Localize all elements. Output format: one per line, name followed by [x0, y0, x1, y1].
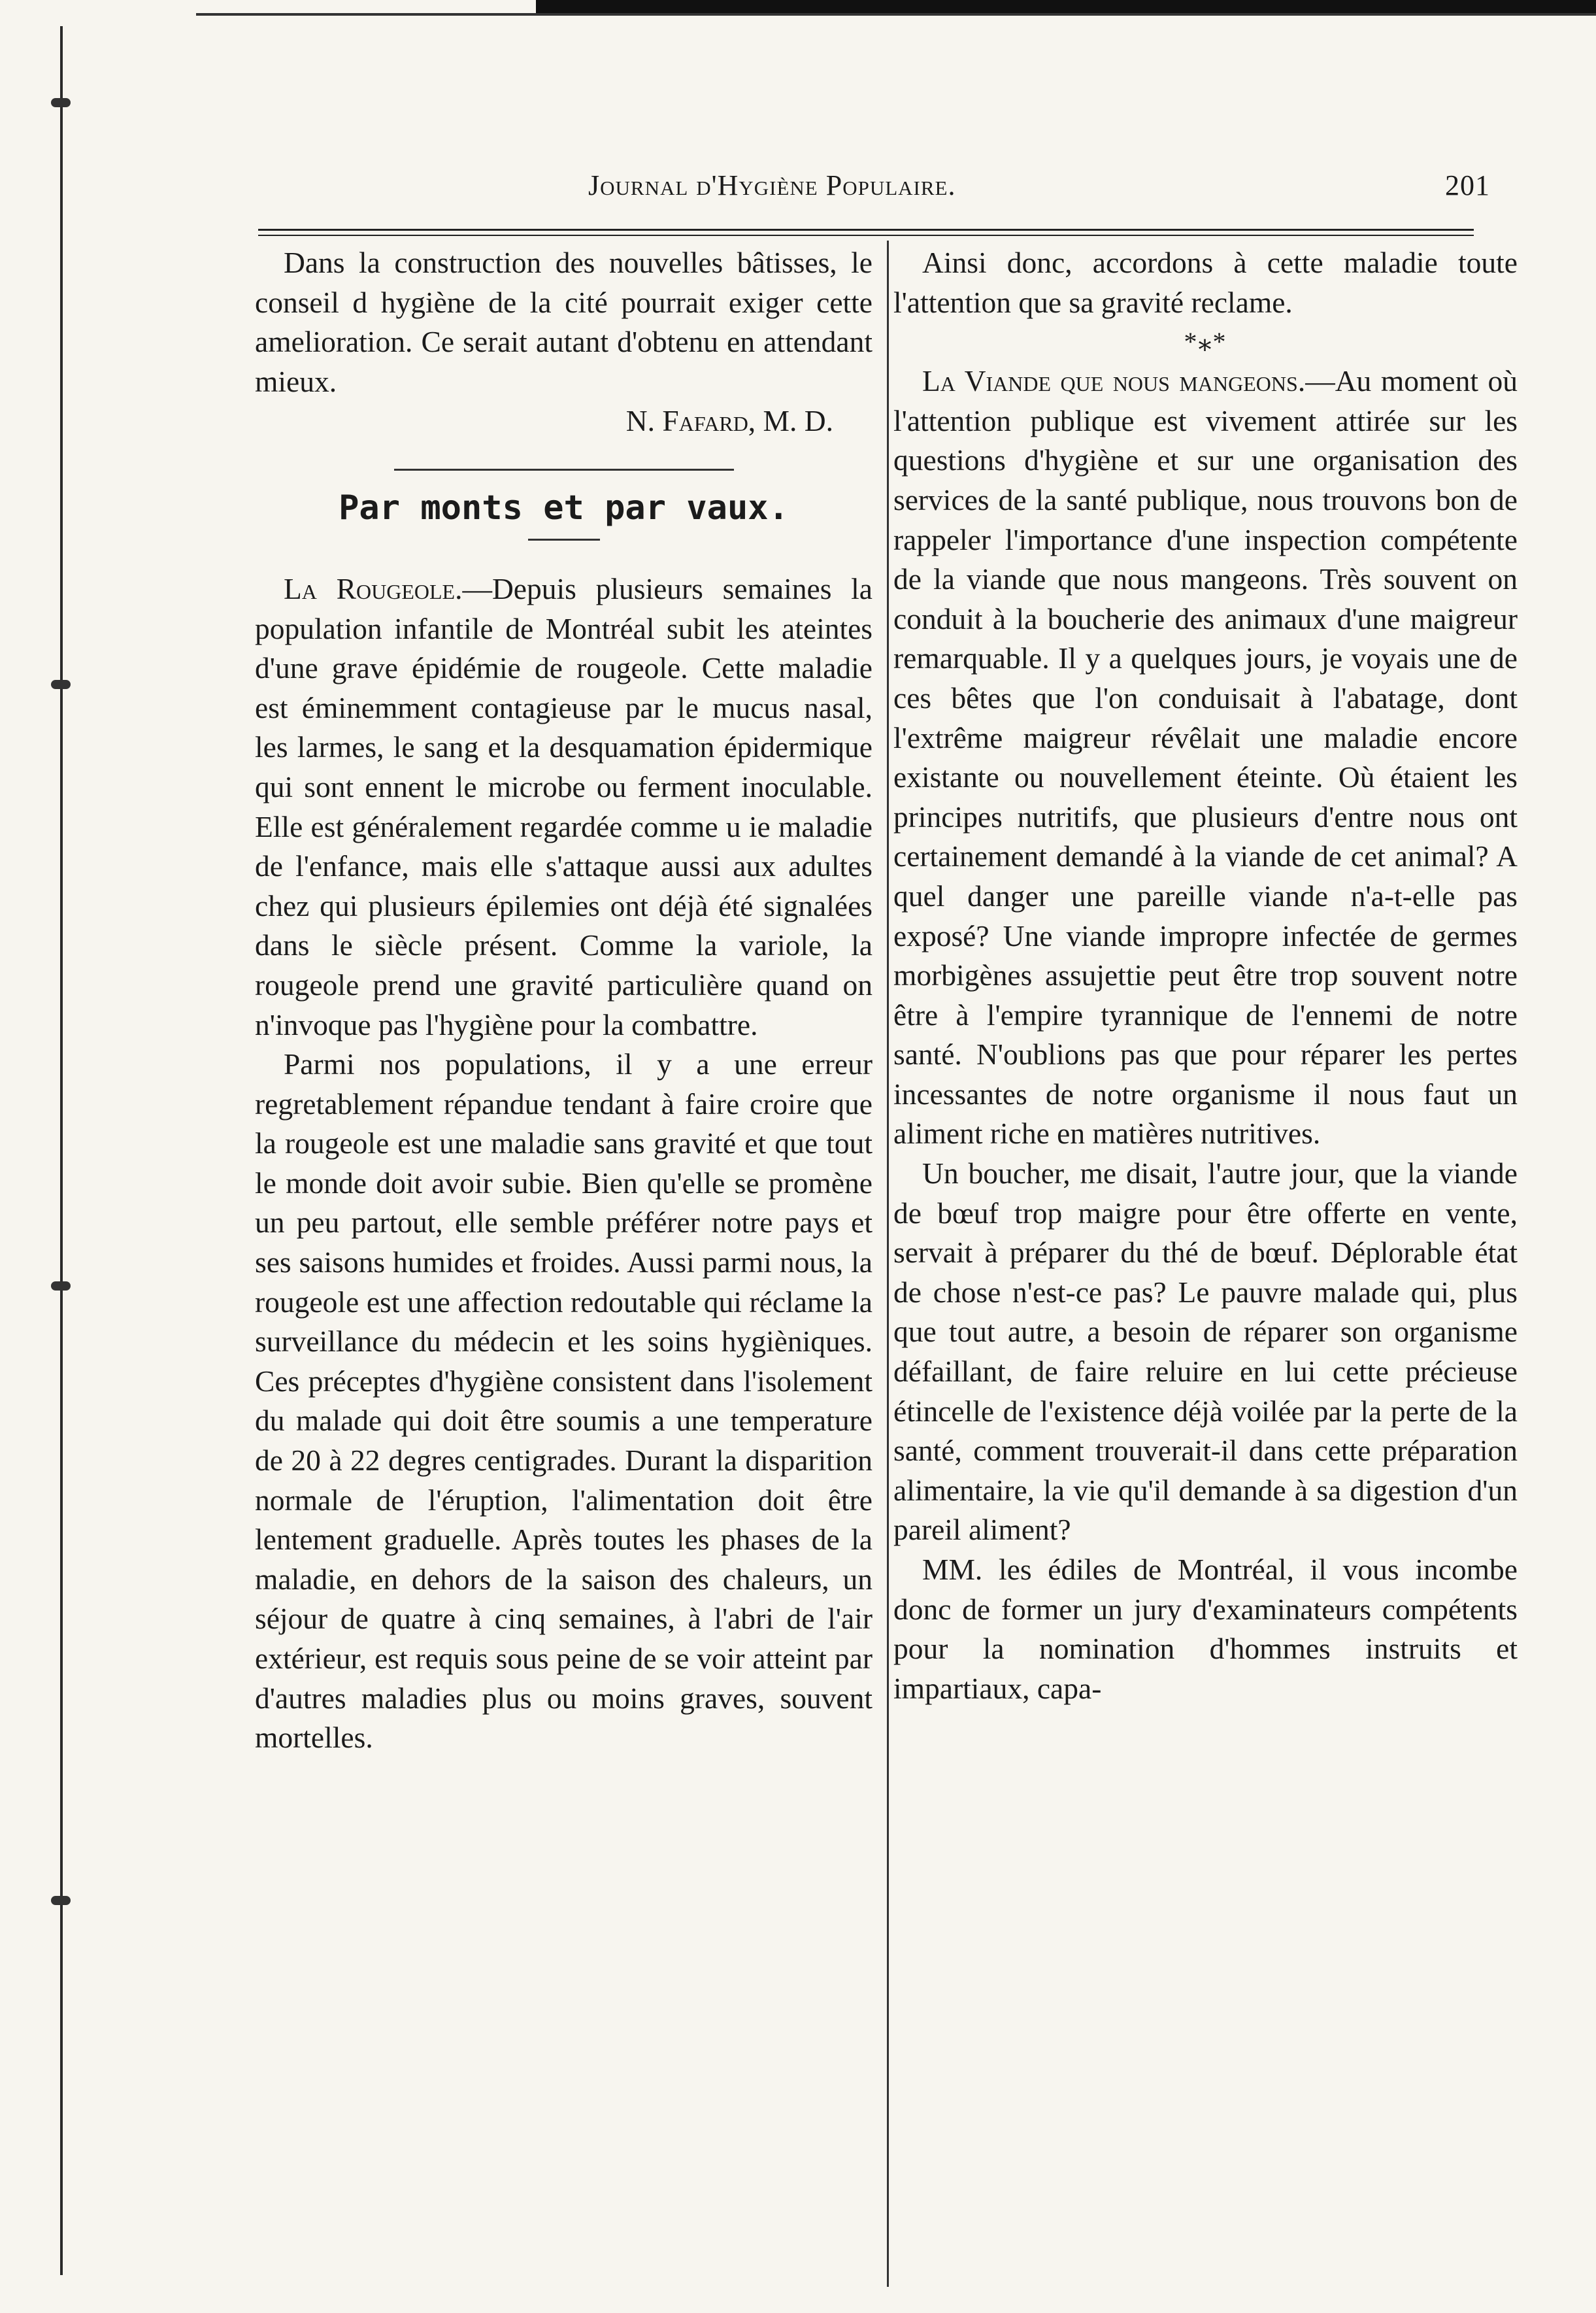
rougeole-body: —Depuis plusieurs semaines la population infantile de Montréal subit les ateintes d'une grave épidémie de rougeole. Cette maladie est éminemment contagieuse par le mucus nasal, les larmes, le sang et la desquamation épidermique qui sont ennent le microbe ou ferment inoculable. Elle est généralement regardée comme u ie maladie de l'enfance, mais elle s'attaque aussi aux adultes chez qui plusieurs épilemies ont déjà été signalées dans le siècle présent. Comme la variole, la rougeole prend une gravité particulière quand on n'invoque pas l'hygiène pour la combattre.: [255, 571, 873, 1041]
binding-knot: [51, 1281, 71, 1291]
page-top-edge: [536, 0, 1596, 14]
rougeole-paragraph: [255, 569, 873, 1045]
rougeole-paragraph-2: Parmi nos populations, il y a une erreur regretablement répandue tendant à faire croire que la rougeole est une maladie sans gravité et que tout le monde doit avoir subie. Bien qu'elle se promène un peu partout, elle semble préférer notre pays et ses saisons humides et froides. Aussi parmi nous, la rougeole est une affection redoutable qui réclame la surveillance du médecin et les soins hygièniques. Ces préceptes d'hygiène consistent dans l'isolement du malade qui doit être soumis a une temperature de 20 à 22 degres centigrades. Durant la disparition normale de l'éruption, l'alimentation doit être lentement graduelle. Après toutes les phases de la maladie, en dehors de la saison des chaleurs, un séjour de quatre à cinq semaines, à l'abri de l'air extérieur, est requis sous peine de se voir atteint par d'autres maladies plus ou moins graves, souvent mortelles.: [255, 1047, 873, 1755]
right-column: [893, 243, 1518, 1708]
journal-title: Journal d'Hygiène Populaire.: [588, 169, 956, 201]
asterism-separator: *⁎*: [1184, 327, 1227, 357]
page-top-edge-line: [196, 13, 1596, 16]
viande-title: La Viande que nous mangeons.: [922, 364, 1306, 398]
viande-paragraph: [893, 362, 1518, 1154]
section-rule: [394, 469, 734, 471]
binding-thread: [51, 26, 73, 2275]
binding-knot: [51, 1896, 71, 1905]
binding-knot: [51, 680, 71, 689]
author-signature: N. Fafard, M. D.: [625, 404, 833, 438]
closing-paragraph: Ainsi donc, accordons à cette maladie toute l'attention que sa gravité reclame.: [893, 246, 1518, 319]
binding-knot: [51, 98, 71, 107]
section-heading: Par monts et par vaux.: [339, 488, 789, 528]
binding-line: [60, 26, 63, 2275]
column-divider: [887, 241, 889, 2287]
intro-paragraph: Dans la construction des nouvelles bâtisses, le conseil d hygiène de la cité pourrait exiger cette amelioration. Ce serait autant d'obtenu en attendant mieux.: [255, 246, 873, 398]
heading-rule: [528, 539, 600, 541]
viande-paragraph-2: Un boucher, me disait, l'autre jour, que la viande de bœuf trop maigre pour être offerte en vente, servait à préparer du thé de bœuf. Déplorable état de chose n'est-ce pas? Le pauvre malade qui, plus que tout autre, a besoin de réparer son organisme défaillant, de faire reluire en lui cette précieuse étincelle de l'existence déjà voilée par la perte de la santé, comment trouverait-il dans cette préparation alimentaire, la vie qu'il demande à sa digestion d'un pareil aliment?: [893, 1156, 1518, 1547]
viande-paragraph-3: MM. les édiles de Montréal, il vous incombe donc de former un jury d'examinateurs compétents pour la nomination d'hommes instruits et impartiaux, capa-: [893, 1553, 1518, 1705]
running-head: [588, 169, 1490, 214]
viande-body: —Au moment où l'attention publique est vivement attirée sur les questions d'hygiène et sur une organisation des services de la santé publique, nous trouvons bon de rappeler l'importance d'une inspection compétente de la viande que nous mangeons. Très souvent on conduit à la boucherie des animaux d'une maigreur remarquable. Il y a quelques jours, je voyais une de ces bêtes que l'on conduisait à l'abatage, dont l'extrême maigreur révêlait une maladie encore existante ou nouvellement éteinte. Où étaient les principes nutritifs, que plusieurs d'entre nous ont certainement demandé à la viande de cet animal? A quel danger une pareille viande n'a-t-elle pas exposé? Une viande impropre infectée de germes morbigènes assujettie peut être trop souvent notre être à l'empire tyrannique de l'ennemi de notre santé. N'oublions pas que pour réparer les pertes incessantes de notre organisme il nous faut un aliment riche en matières nutritives.: [893, 364, 1518, 1151]
rougeole-title: La Rougeole.: [284, 571, 463, 605]
page-number: 201: [1445, 169, 1490, 201]
header-double-rule: [258, 229, 1474, 236]
left-column: [255, 243, 873, 1758]
